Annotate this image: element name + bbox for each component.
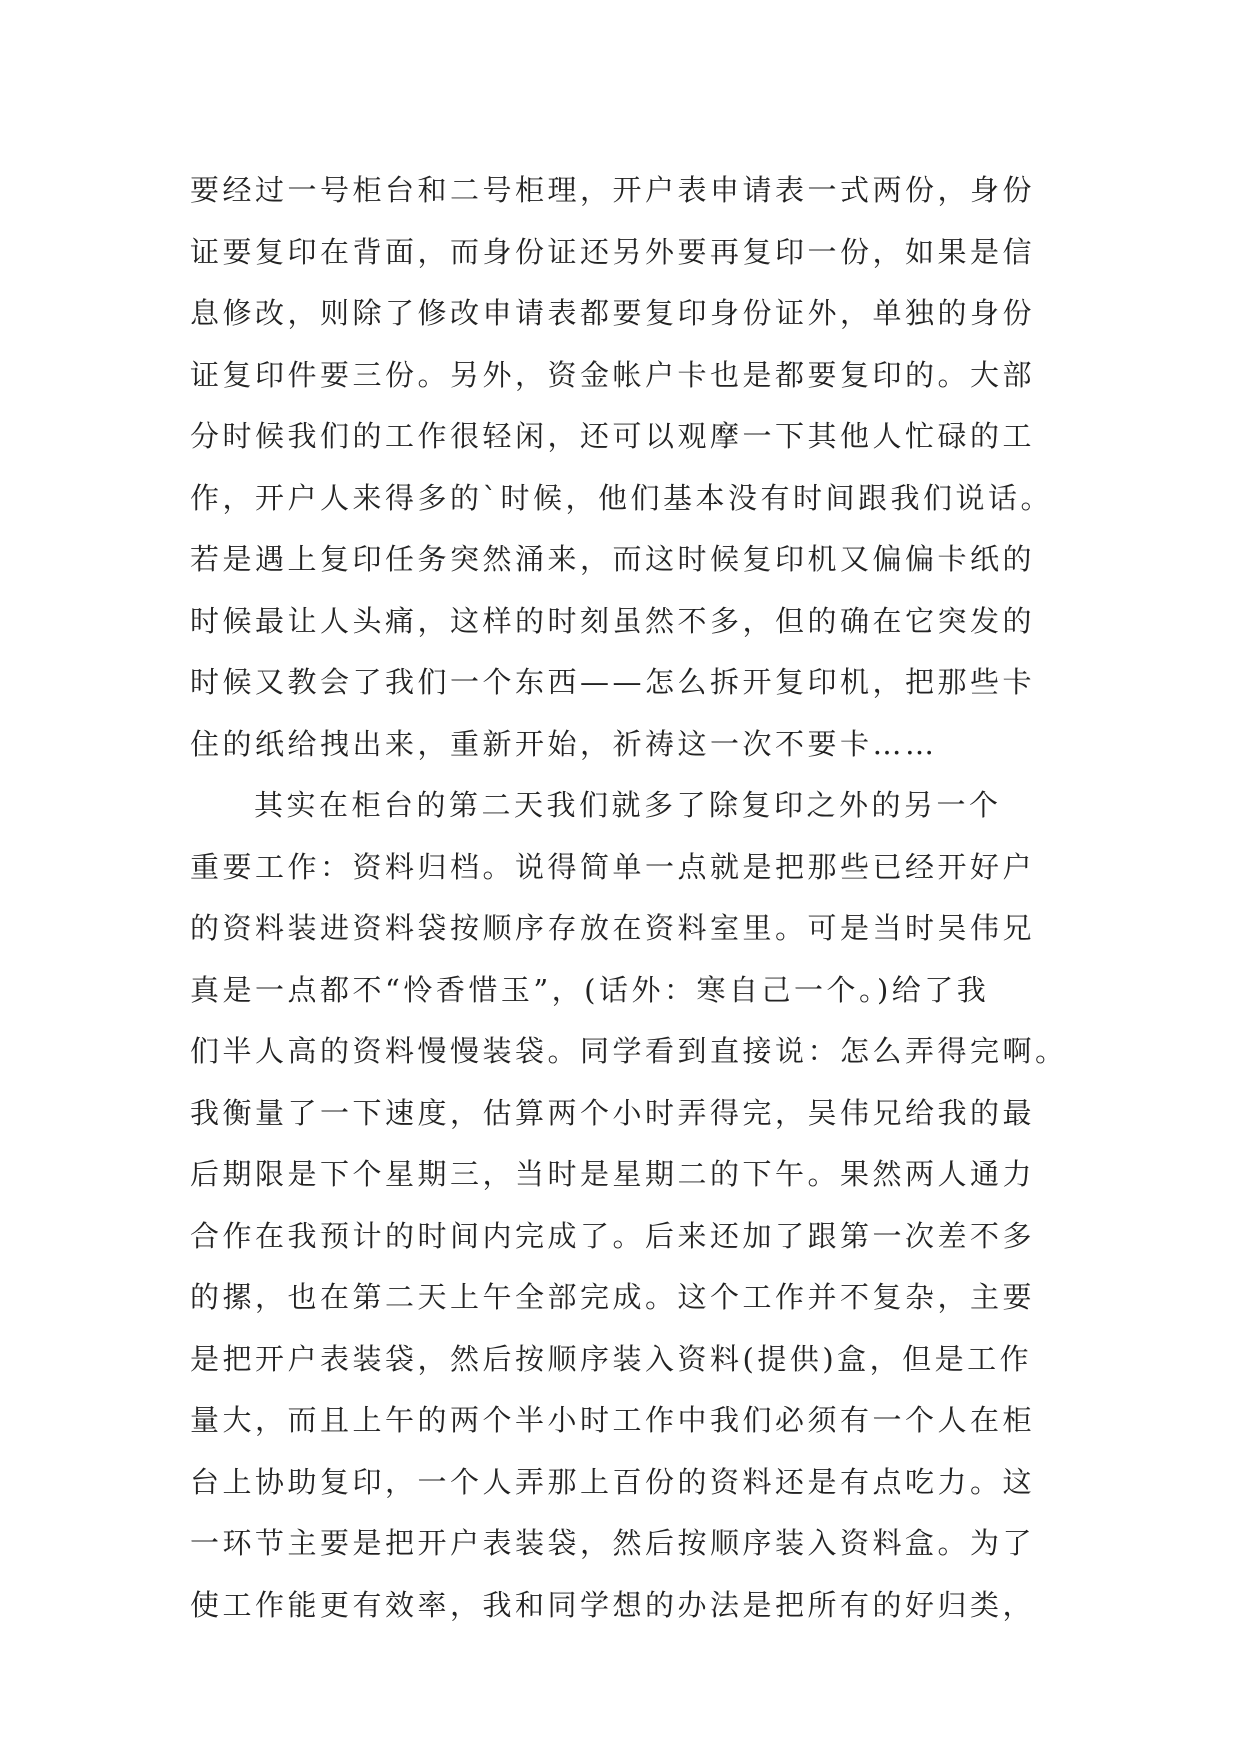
text-line: 作，开户人来得多的`时候，他们基本没有时间跟我们说话。 [190, 480, 1054, 515]
text-line: 量大，而且上午的两个半小时工作中我们必须有一个人在柜 [190, 1403, 1036, 1437]
text-line: 证要复印在背面，而身份证还另外要再复印一份，如果是信 [190, 234, 1036, 269]
text-line: 台上协助复印，一个人弄那上百份的资料还是有点吃力。这 [190, 1464, 1036, 1499]
text-line: 们半人高的资料慢慢装袋。同学看到直接说：怎么弄得完啊。 [190, 1034, 1068, 1068]
text-line: 时候又教会了我们一个东西——怎么拆开复印机，把那些卡 [190, 665, 1036, 699]
text-line: 是把开户表装袋，然后按顺序装入资料(提供)盒，但是工作 [190, 1341, 1033, 1376]
text-line: 若是遇上复印任务突然涌来，而这时候复印机又偏偏卡纸的 [190, 542, 1036, 576]
text-line: 重要工作：资料归档。说得简单一点就是把那些已经开好户 [190, 849, 1036, 884]
text-line: 住的纸给拽出来，重新开始，祈祷这一次不要卡…… [190, 726, 938, 761]
text-line: 息修改，则除了修改申请表都要复印身份证外，单独的身份 [190, 296, 1036, 330]
text-line: 要经过一号柜台和二号柜理，开户表申请表一式两份，身份 [190, 173, 1036, 207]
text-line: 一环节主要是把开户表装袋，然后按顺序装入资料盒。为了 [190, 1526, 1036, 1560]
text-line: 后期限是下个星期三，当时是星期二的下午。果然两人通力 [190, 1157, 1036, 1191]
text-line: 证复印件要三份。另外，资金帐户卡也是都要复印的。大部 [190, 357, 1036, 392]
document-body [190, 160, 1068, 1636]
paragraph [190, 775, 1068, 1636]
text-line: 时候最让人头痛，这样的时刻虽然不多，但的确在它突发的 [190, 603, 1036, 638]
text-line: 我衡量了一下速度，估算两个小时弄得完，吴伟兄给我的最 [190, 1095, 1036, 1130]
text-line: 的资料装进资料袋按顺序存放在资料室里。可是当时吴伟兄 [190, 911, 1036, 945]
text-line: 其实在柜台的第二天我们就多了除复印之外的另一个 [254, 788, 1002, 822]
text-line: 的摞，也在第二天上午全部完成。这个工作并不复杂，主要 [190, 1280, 1036, 1314]
text-line: 合作在我预计的时间内完成了。后来还加了跟第一次差不多 [190, 1218, 1036, 1253]
text-line: 真是一点都不“怜香惜玉”，(话外：寒自己一个。)给了我 [190, 972, 990, 1007]
text-line: 分时候我们的工作很轻闲，还可以观摩一下其他人忙碌的工 [190, 419, 1036, 453]
paragraph [190, 160, 1054, 775]
text-line: 使工作能更有效率，我和同学想的办法是把所有的好归类， [190, 1587, 1036, 1622]
